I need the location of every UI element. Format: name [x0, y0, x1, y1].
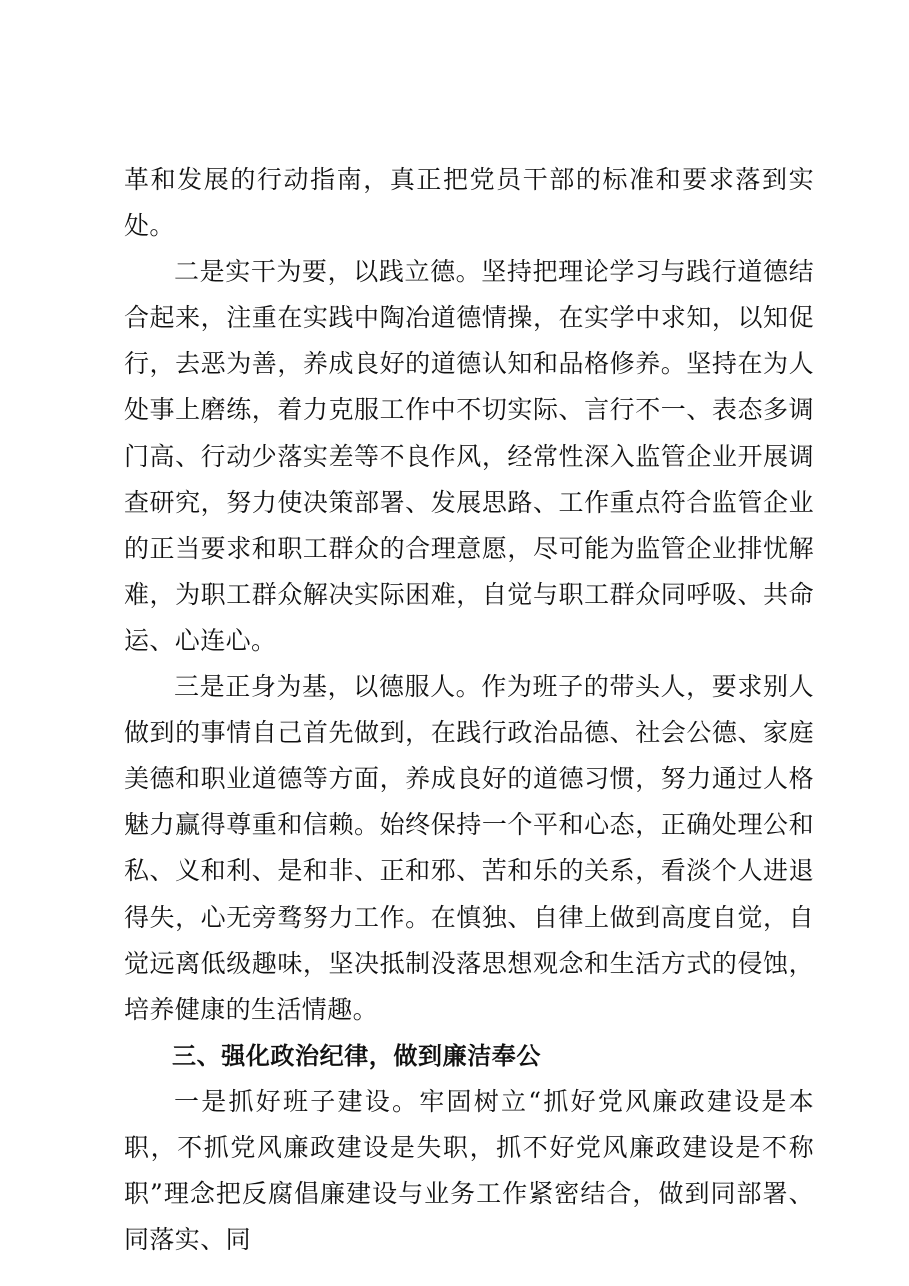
document-body: [124, 157, 814, 1263]
paragraph-continuation: 革和发展的行动指南，真正把党员干部的标准和要求落到实处。: [124, 165, 814, 241]
section-heading: 三、强化政治纪律，做到廉洁奉公: [172, 1041, 541, 1070]
paragraph-team-building: 一是抓好班子建设。牢固树立“抓好党风廉政建设是本职，不抓党风廉政建设是失职，抓不好党风廉政建设是不称职”理念把反腐倡廉建设与业务工作紧密结合，做到同部署、同落实、同: [124, 1086, 814, 1255]
paragraph-integrity-foundation: 三是正身为基，以德服人。作为班子的带头人，要求别人做到的事情自己首先做到，在践行政治品德、社会公德、家庭美德和职业道德等方面，养成良好的道德习惯，努力通过人格魅力赢得尊重和信赖。始终保持一个平和心态，正确处理公和私、义和利、是和非、正和邪、苦和乐的关系，看淡个人进退得失，心无旁骛努力工作。在慎独、自律上做到高度自觉，自觉远离低级趣味，坚决抵制没落思想观念和生活方式的侵蚀，培养健康的生活情趣。: [124, 672, 814, 1024]
paragraph-practice-virtue: 二是实干为要，以践立德。坚持把理论学习与践行道德结合起来，注重在实践中陶冶道德情操，在实学中求知，以知促行，去恶为善，养成良好的道德认知和品格修养。坚持在为人处事上磨练，着力克服工作中不切实际、言行不一、表态多调门高、行动少落实差等不良作风，经常性深入监管企业开展调查研究，努力使决策部署、发展思路、工作重点符合监管企业的正当要求和职工群众的合理意愿，尽可能为监管企业排忧解难，为职工群众解决实际困难，自觉与职工群众同呼吸、共命运、心连心。: [124, 257, 814, 655]
